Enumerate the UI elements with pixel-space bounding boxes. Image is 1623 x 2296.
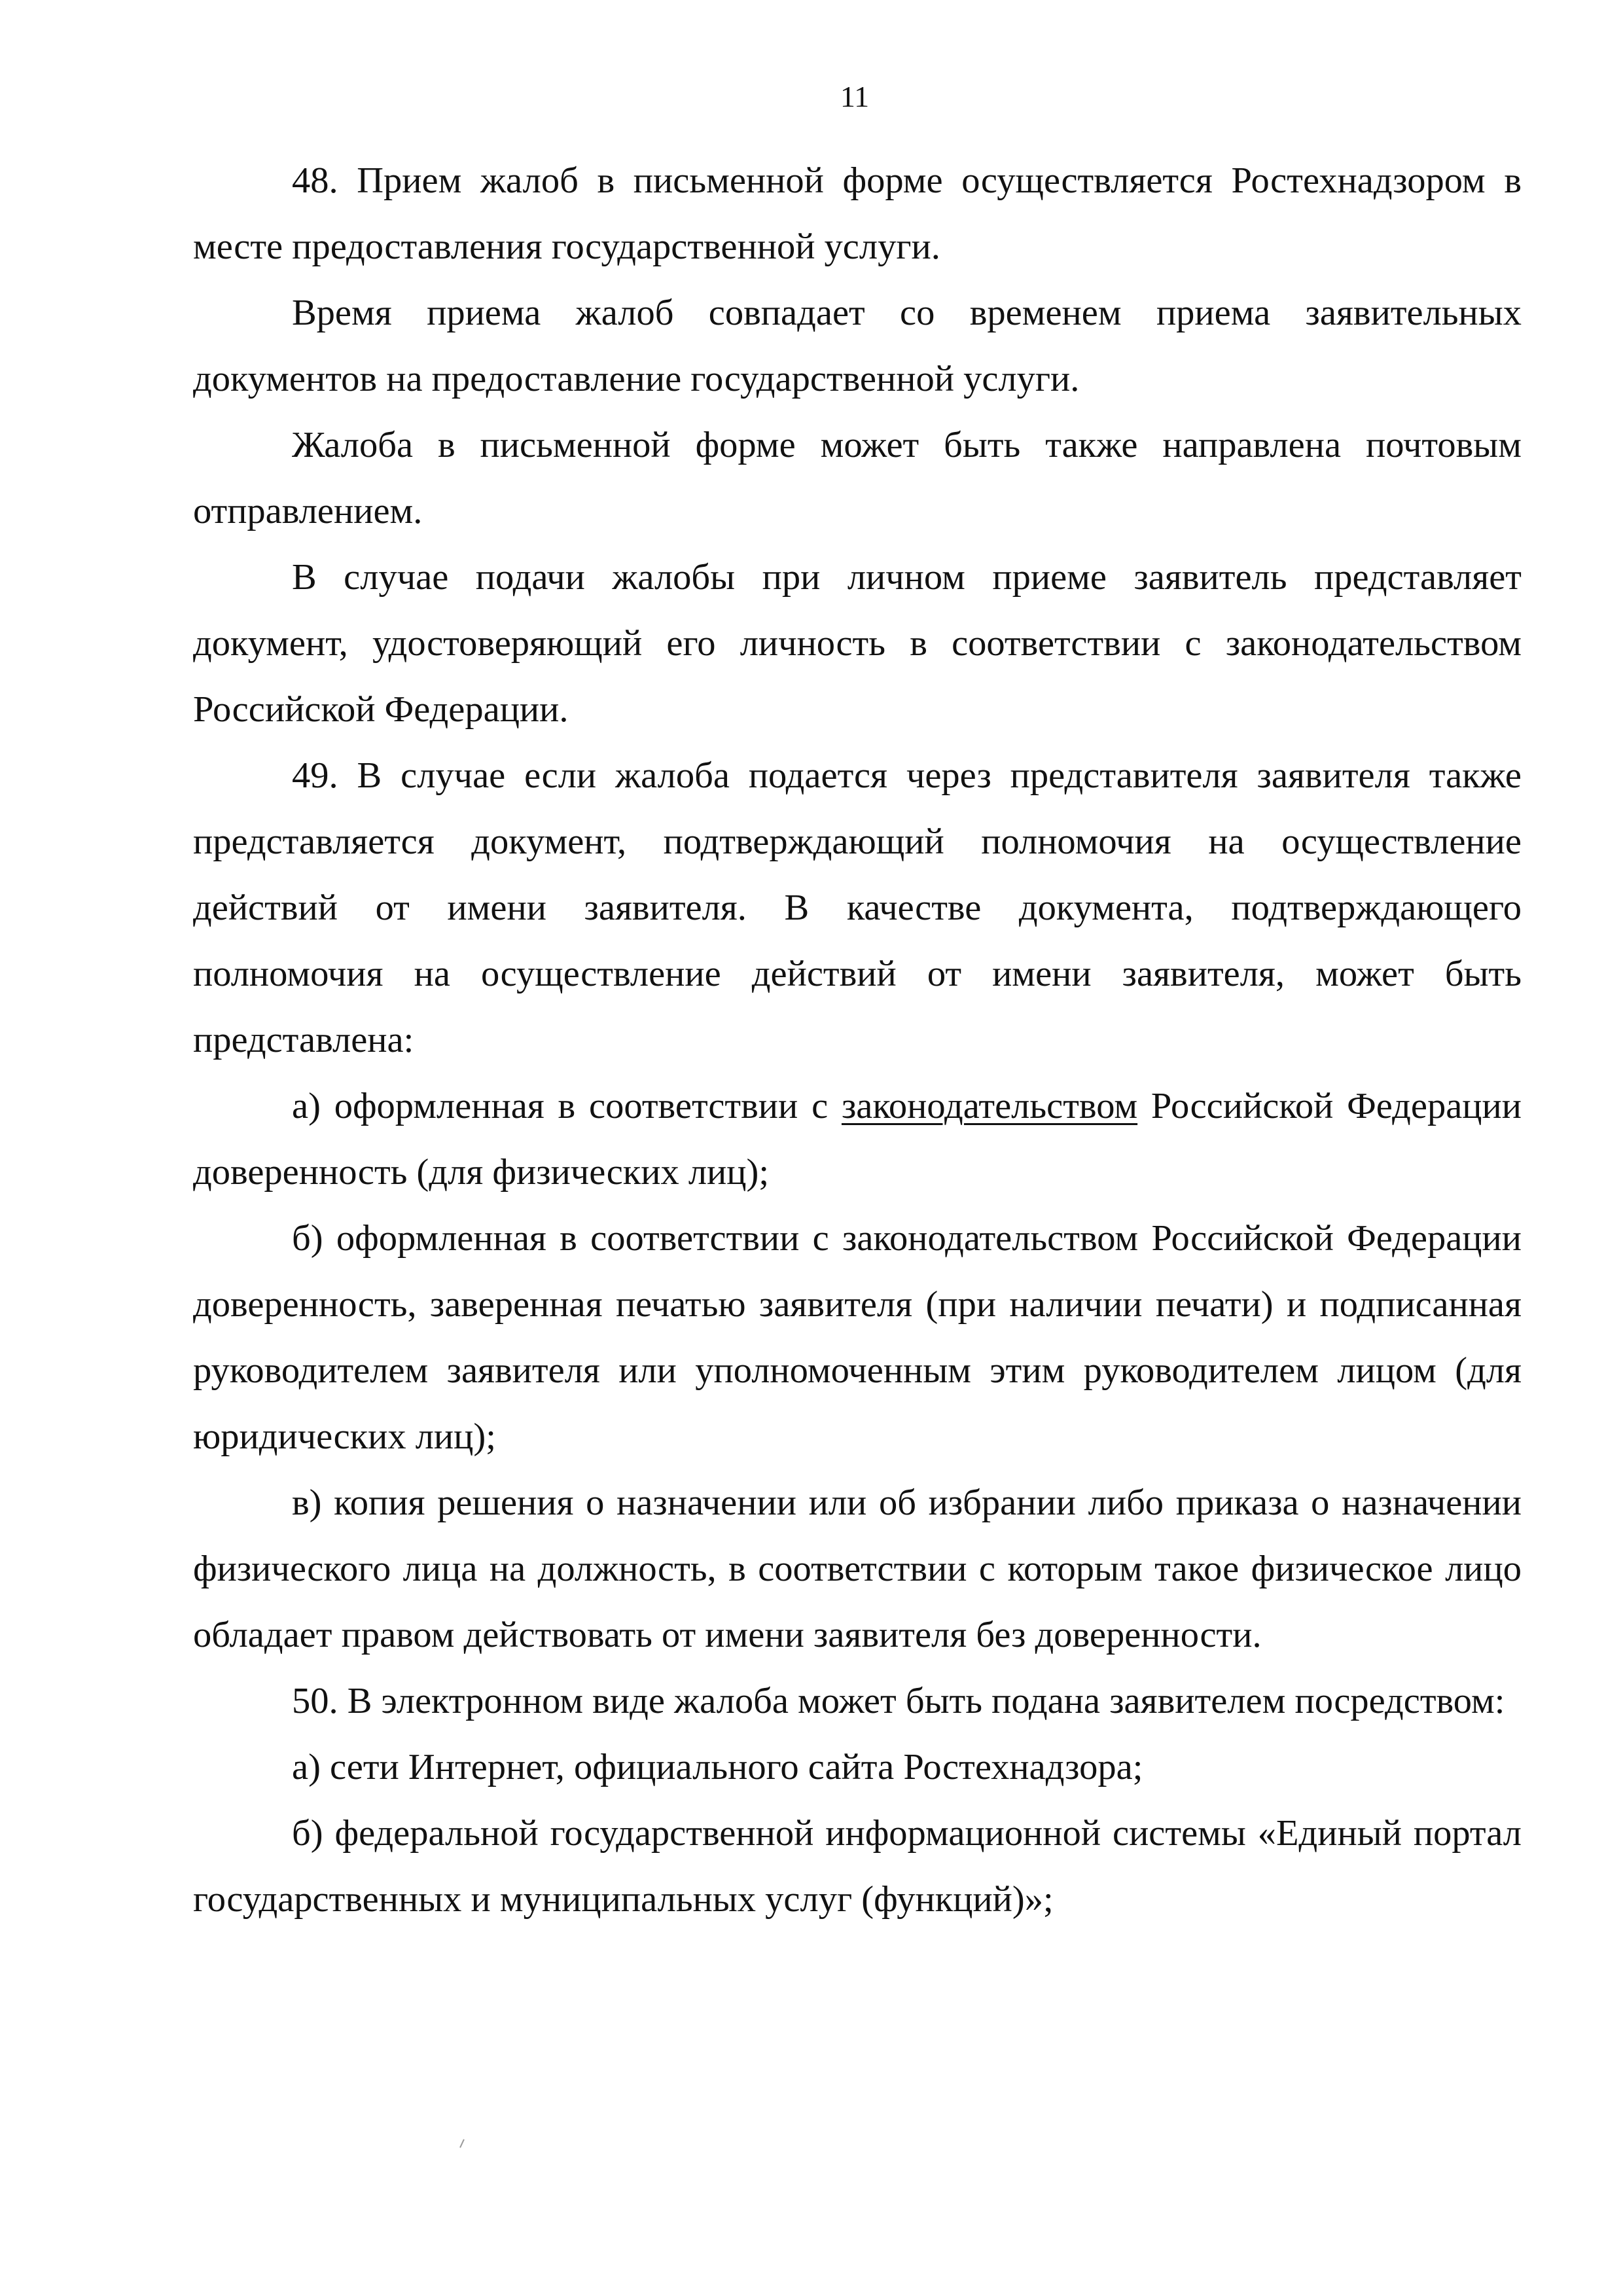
paragraph-50: 50. В электронном виде жалоба может быть подана заявителем посредством: xyxy=(292,1681,1505,1721)
list-item-b-gosuslugi-portal: б) федеральной государственной информационной системы «Единый портал государственных и муниципальных услуг (функций)»; xyxy=(193,1813,1522,1920)
list-item-a-internet: а) сети Интернет, официального сайта Ростехнадзора; xyxy=(292,1747,1143,1787)
paragraph-reception-time: Время приема жалоб совпадает со временем приема заявительных документов на предоставление государственной услуги. xyxy=(193,293,1522,399)
item-a-text-start: а) оформленная в соответствии с xyxy=(292,1086,842,1126)
paragraph-postal: Жалоба в письменной форме может быть также направлена почтовым отправлением. xyxy=(193,425,1522,531)
page-number: 11 xyxy=(840,80,870,113)
paragraph-personal-reception: В случае подачи жалобы при личном приеме заявитель представляет документ, удостоверяющий его личность в соответствии с законодательством Российской Федерации. xyxy=(193,557,1522,730)
paragraph-49: 49. В случае если жалоба подается через представителя заявителя также представляется документ, подтверждающий полномочия на осуществление действий от имени заявителя. В качестве документа, подтверждающего полномочия на осуществление действий от имени заявителя, может быть представлена: xyxy=(193,755,1522,1060)
list-item-b-legal-entities: б) оформленная в соответствии с законодательством Российской Федерации доверенность, заверенная печатью заявителя (при наличии печати) и подписанная руководителем заявителя или уполномоченным этим руководителем лицом (для юридических лиц); xyxy=(193,1218,1522,1457)
paragraph-48: 48. Прием жалоб в письменной форме осуществляется Ростехнадзором в месте предоставления государственной услуги. xyxy=(193,160,1522,267)
legislation-link[interactable]: законодательством xyxy=(841,1086,1138,1126)
item-a-text-end: Российской Федерации доверенность (для физических лиц); xyxy=(193,1086,1522,1193)
list-item-a-power-of-attorney xyxy=(193,1073,1522,1206)
document-body xyxy=(193,148,1522,1933)
list-item-v-appointment-copy: в) копия решения о назначении или об избрании либо приказа о назначении физического лица на должность, в соответствии с которым такое физическое лицо обладает правом действовать от имени заявителя без доверенности. xyxy=(193,1482,1522,1655)
scan-speck xyxy=(459,2139,465,2148)
